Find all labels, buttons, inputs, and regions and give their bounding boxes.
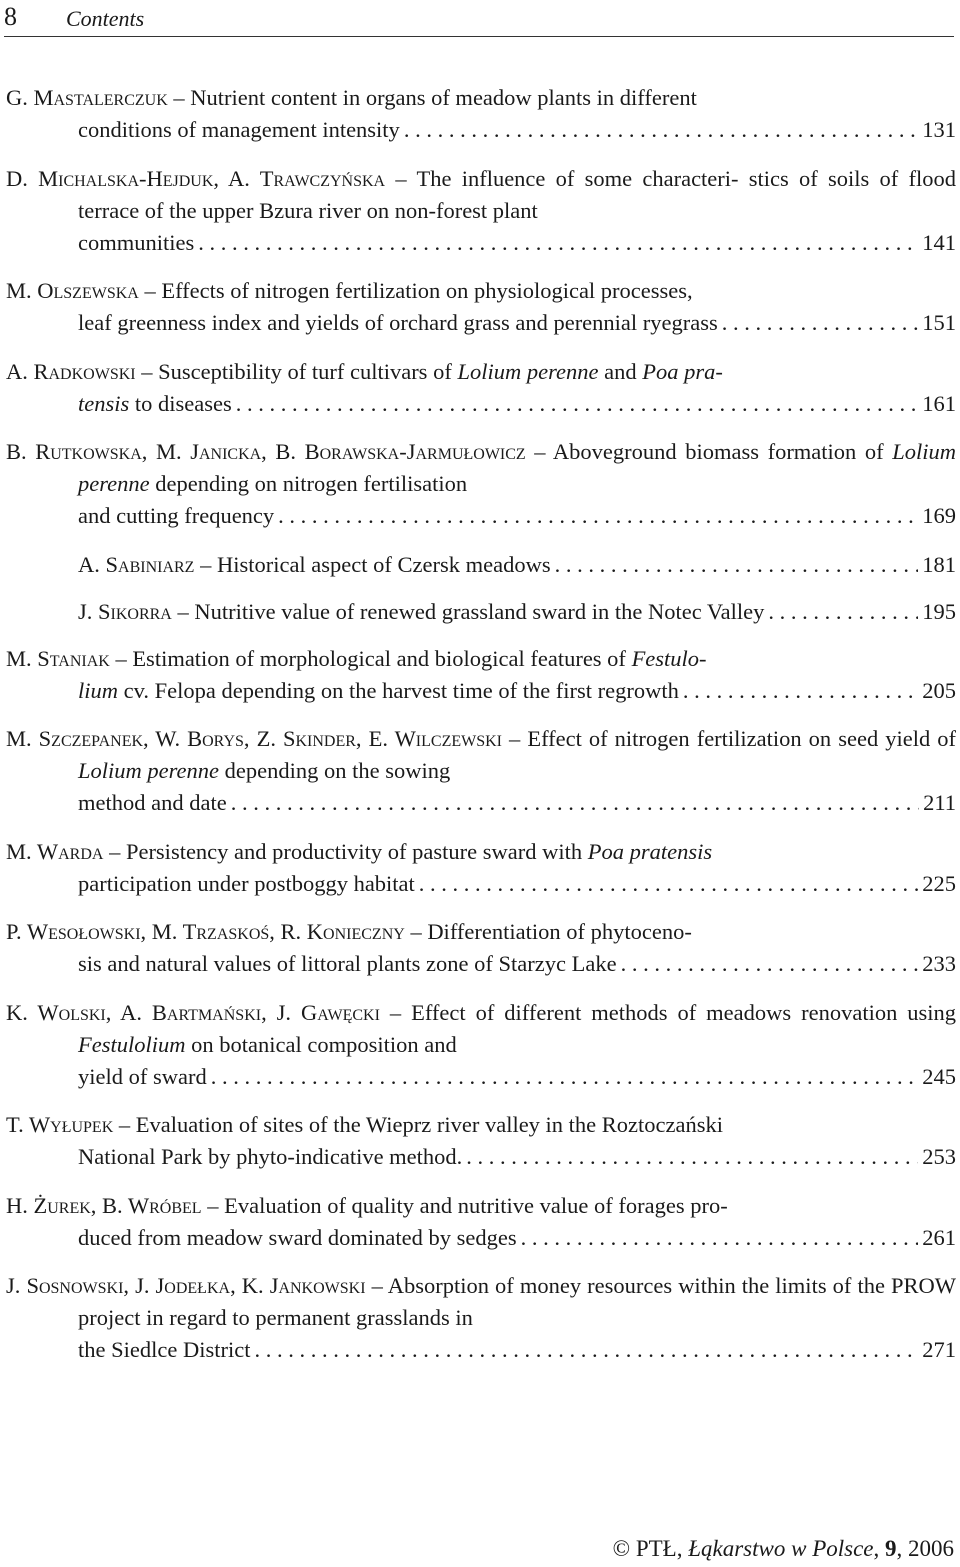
entry-separator: – bbox=[389, 999, 402, 1025]
dot-leader bbox=[254, 1334, 918, 1366]
species-name: tensis bbox=[78, 390, 130, 416]
dot-leader bbox=[555, 549, 919, 581]
page-footer: © PTŁ, Łąkarstwo w Polsce, 9, 2006 bbox=[612, 1536, 954, 1561]
species-name: Poa pra- bbox=[642, 358, 723, 384]
toc-entry bbox=[6, 436, 956, 532]
entry-title: meadows renovation using bbox=[706, 999, 957, 1025]
entry-separator: – bbox=[509, 726, 521, 751]
entry-title-end: conditions of management intensity bbox=[78, 117, 400, 142]
entry-authors: T. Wyłupek bbox=[6, 1112, 114, 1137]
entry-authors: M. Warda bbox=[6, 838, 104, 864]
species-name: Poa pratensis bbox=[587, 838, 713, 864]
entry-title: stics of soils of flood terrace of the upper Bzura river on non-forest plant bbox=[78, 165, 957, 223]
entry-title: Effect of different methods of bbox=[411, 999, 697, 1025]
toc-entry bbox=[6, 1270, 956, 1366]
entry-separator: – bbox=[177, 598, 189, 624]
entry-title-end: A. Sabiniarz – Historical aspect of Czersk meadows bbox=[78, 551, 551, 577]
toc-entry bbox=[6, 275, 956, 339]
entry-title-end: and cutting frequency bbox=[78, 503, 275, 528]
dot-leader bbox=[419, 868, 918, 900]
dot-leader bbox=[404, 114, 918, 146]
entry-page-number: 205 bbox=[922, 677, 956, 703]
toc-entry bbox=[6, 643, 956, 707]
entry-title: Evaluation of sites of the Wieprz river valley in the Roztoczański bbox=[135, 1112, 724, 1137]
entry-title-end: J. Sikorra – Nutritive value of renewed grassland sward in the Notec Valley bbox=[78, 598, 765, 624]
entry-page-number: 225 bbox=[922, 870, 956, 896]
entry-last-line bbox=[78, 675, 956, 707]
page-number: 8 bbox=[4, 2, 17, 31]
copyright-notice: © PTŁ, bbox=[612, 1536, 683, 1561]
dot-leader bbox=[466, 1141, 918, 1173]
entry-title: Effect of nitrogen bbox=[527, 726, 690, 751]
toc-entry bbox=[6, 1190, 956, 1254]
toc-entry bbox=[6, 163, 956, 259]
entry-page-number: 245 bbox=[922, 1063, 956, 1089]
entry-last-line bbox=[78, 948, 956, 980]
entry-title: Susceptibility of turf cultivars of bbox=[158, 358, 452, 384]
entry-last-line bbox=[78, 388, 956, 420]
entry-authors: A. Sabiniarz bbox=[78, 551, 195, 577]
entry-last-line bbox=[78, 500, 956, 532]
dot-leader bbox=[278, 500, 918, 532]
entry-authors: H. Żurek, B. Wróbel bbox=[6, 1192, 202, 1218]
entry-title: Evaluation of quality and nutritive value of forages pro- bbox=[224, 1192, 728, 1218]
entry-authors: K. Wolski, A. Bartmański, J. Gawęcki bbox=[6, 999, 380, 1025]
species-name: Lolium perenne bbox=[78, 758, 220, 783]
dot-leader bbox=[231, 787, 919, 819]
toc-entry bbox=[6, 596, 956, 628]
entry-authors: P. Wesołowski, M. Trzaskoś, R. Konieczny bbox=[6, 919, 405, 944]
entry-separator: – bbox=[534, 439, 546, 464]
entry-title-end: National Park by phyto-indicative method. bbox=[78, 1144, 463, 1169]
entry-page-number: 151 bbox=[922, 310, 956, 335]
entry-title-end: leaf greenness index and yields of orchard grass and perennial ryegrass bbox=[78, 310, 718, 335]
toc-entry bbox=[6, 356, 956, 420]
entry-title: fertilization on seed yield of bbox=[696, 726, 956, 751]
entry-last-line bbox=[78, 596, 956, 628]
entry-separator: – bbox=[144, 278, 156, 303]
entry-page-number: 131 bbox=[922, 117, 956, 142]
entry-page-number: 253 bbox=[922, 1144, 956, 1169]
entry-title: Nutrient content in organs of meadow plants in different bbox=[190, 85, 697, 110]
entry-page-number: 233 bbox=[922, 951, 956, 976]
entry-separator: – bbox=[207, 1192, 219, 1218]
dot-leader bbox=[722, 307, 918, 339]
entry-page-number: 141 bbox=[922, 229, 956, 255]
dot-leader bbox=[768, 596, 918, 628]
running-header bbox=[4, 0, 954, 37]
entry-authors: M. Szczepanek, W. Borys, Z. Skinder, E. Wilczewski bbox=[6, 726, 503, 751]
toc-entry bbox=[6, 916, 956, 980]
entry-title-end: method and date bbox=[78, 790, 227, 815]
entry-authors: J. Sikorra bbox=[78, 598, 172, 624]
entry-last-line bbox=[78, 549, 956, 581]
entry-page-number: 181 bbox=[922, 551, 956, 577]
entry-separator: – bbox=[371, 1273, 383, 1298]
entry-title: Aboveground bbox=[552, 439, 677, 464]
entry-authors: A. Radkowski bbox=[6, 358, 136, 384]
entry-authors: M. Staniak bbox=[6, 645, 110, 671]
toc-entry bbox=[6, 723, 956, 819]
entry-authors: B. Rutkowska, M. Janicka, B. Borawska-Jarmułowicz bbox=[6, 439, 526, 464]
entry-page-number: 169 bbox=[922, 503, 956, 528]
entry-title: Persistency and productivity of pasture sward with bbox=[125, 838, 583, 864]
header-title: Contents bbox=[66, 6, 145, 31]
entry-title: Estimation of morphological and biological features of bbox=[132, 645, 626, 671]
toc-entry bbox=[6, 997, 956, 1093]
entry-page-number: 161 bbox=[922, 390, 956, 416]
entry-last-line bbox=[78, 1061, 956, 1093]
species-name: Festulo- bbox=[631, 645, 707, 671]
entry-page-number: 261 bbox=[922, 1224, 956, 1250]
toc-entry bbox=[6, 1109, 956, 1173]
entry-separator: – bbox=[109, 838, 121, 864]
entry-title: and bbox=[604, 358, 637, 384]
table-of-contents bbox=[6, 82, 956, 1383]
toc-entry bbox=[6, 549, 956, 581]
entry-separator: – bbox=[115, 645, 127, 671]
species-name: Lolium perenne bbox=[457, 358, 599, 384]
journal-name: Łąkarstwo w Polsce bbox=[688, 1536, 874, 1561]
entry-separator: – bbox=[141, 358, 153, 384]
entry-last-line bbox=[78, 114, 956, 146]
dot-leader bbox=[211, 1061, 919, 1093]
entry-authors: G. Mastalerczuk bbox=[6, 85, 168, 110]
dot-leader bbox=[621, 948, 919, 980]
entry-title: depending on nitrogen fertilisation bbox=[155, 471, 468, 496]
species-name: Lolium perenne bbox=[78, 439, 956, 496]
entry-separator: – bbox=[173, 85, 185, 110]
entry-title-end: duced from meadow sward dominated by sedges bbox=[78, 1224, 517, 1250]
entry-page-number: 211 bbox=[923, 790, 956, 815]
entry-title: depending on the sowing bbox=[224, 758, 451, 783]
entry-last-line bbox=[78, 227, 956, 259]
dot-leader bbox=[683, 675, 918, 707]
entry-authors: M. Olszewska bbox=[6, 278, 139, 303]
entry-title-end: tensis to diseases bbox=[78, 390, 232, 416]
entry-page-number: 195 bbox=[922, 598, 956, 624]
toc-entry bbox=[6, 836, 956, 900]
entry-title: Effects of nitrogen fertilization on physiological processes, bbox=[161, 278, 693, 303]
entry-title: The influence of some characteri- bbox=[416, 165, 739, 191]
entry-title: Absorption of money resources bbox=[387, 1273, 673, 1298]
entry-title-end: participation under postboggy habitat bbox=[78, 870, 415, 896]
dot-leader bbox=[521, 1222, 919, 1254]
dot-leader bbox=[236, 388, 919, 420]
entry-title: on botanical composition and bbox=[191, 1031, 457, 1057]
entry-separator: – bbox=[118, 1112, 131, 1137]
entry-separator: – bbox=[395, 165, 407, 191]
entry-title-end: lium cv. Felopa depending on the harvest time of the first regrowth bbox=[78, 677, 679, 703]
entry-title: biomass formation of bbox=[685, 439, 884, 464]
dot-leader bbox=[198, 227, 918, 259]
entry-last-line bbox=[78, 1334, 956, 1366]
entry-title-end: yield of sward bbox=[78, 1063, 207, 1089]
entry-last-line bbox=[78, 1141, 956, 1173]
toc-entry bbox=[6, 82, 956, 146]
entry-last-line bbox=[78, 1222, 956, 1254]
species-name: Festulolium bbox=[78, 1031, 186, 1057]
entry-page-number: 271 bbox=[922, 1337, 956, 1362]
journal-volume: 9 bbox=[885, 1536, 897, 1561]
entry-separator: – bbox=[200, 551, 212, 577]
entry-title: within the limits of the PROW project in regard to permanent grasslands in bbox=[78, 1273, 957, 1330]
species-name: lium bbox=[78, 677, 119, 703]
entry-last-line bbox=[78, 307, 956, 339]
entry-title-end: the Siedlce District bbox=[78, 1337, 251, 1362]
entry-title: Differentiation of phytoceno- bbox=[427, 919, 692, 944]
journal-year: , 2006 bbox=[896, 1536, 954, 1561]
entry-title-end: communities bbox=[78, 229, 195, 255]
entry-authors: J. Sosnowski, J. Jodełka, K. Jankowski bbox=[6, 1273, 366, 1298]
entry-last-line bbox=[78, 868, 956, 900]
entry-last-line bbox=[78, 787, 956, 819]
entry-title-end: sis and natural values of littoral plants zone of Starzyc Lake bbox=[78, 951, 617, 976]
entry-separator: – bbox=[410, 919, 422, 944]
entry-authors: D. Michalska-Hejduk, A. Trawczyńska bbox=[6, 165, 386, 191]
